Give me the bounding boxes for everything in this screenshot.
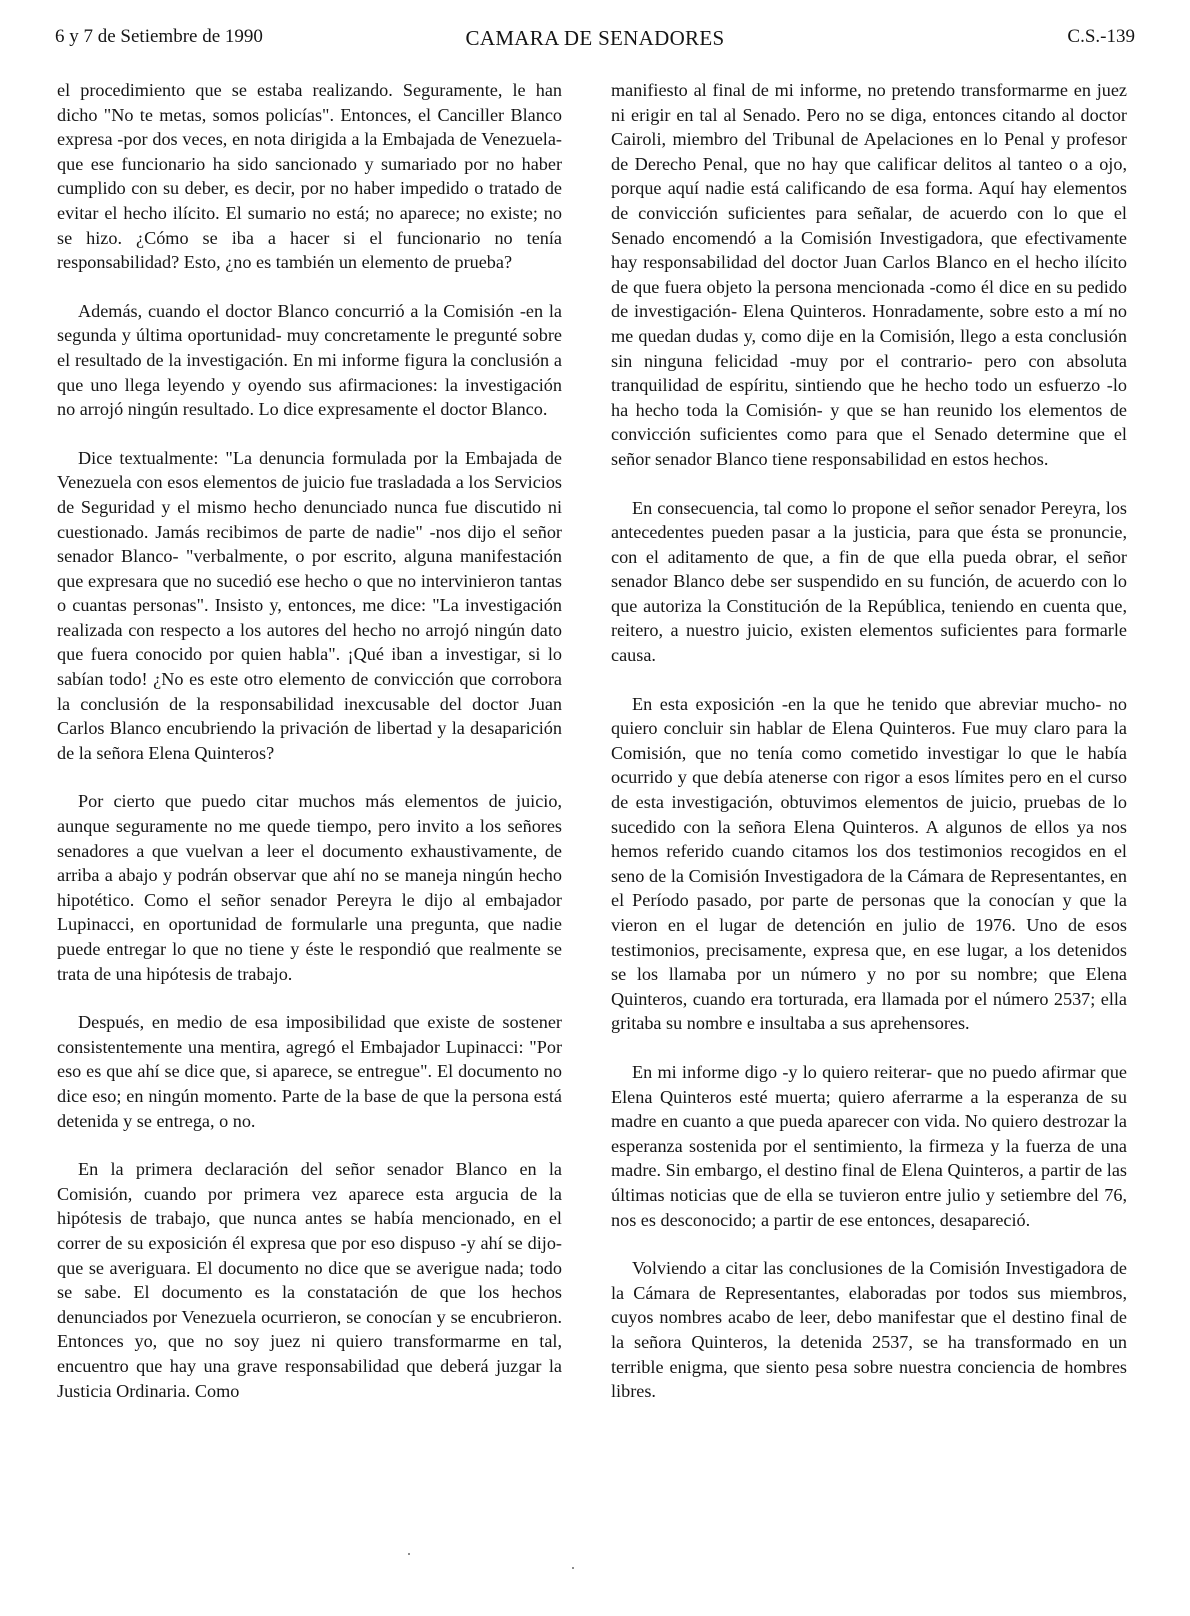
right-column xyxy=(611,78,1127,1404)
paragraph: Dice textualmente: "La denuncia formulada por la Embajada de Venezuela con esos elementos de juicio fue trasladada a los Servicios de Seguridad y el mismo hecho denunciado nunca fue discutido ni cuestionado. Jamás recibimos de parte de nadie" -nos dijo el señor senador Blanco- "verbalmente, o por escrito, alguna manifestación que expresara que no sucedió ese hecho o que no intervinieron tantas o cuantas personas". Insisto y, entonces, me dice: "La investigación realizada con respecto a los autores del hecho no arrojó ningún dato que fuera conocido por quien habla". ¡Qué iban a investigar, si lo sabían todo! ¿No es este otro elemento de convicción que corrobora la conclusión de la responsabilidad inexcusable del doctor Juan Carlos Blanco encubriendo la privación de libertad y la desaparición de la señora Elena Quinteros? xyxy=(57,447,562,763)
paragraph: En esta exposición -en la que he tenido que abreviar mucho- no quiero concluir sin hablar de Elena Quinteros. Fue muy claro para la Comisión, que no tenía como cometido investigar lo que le había ocurrido y que debía atenerse con rigor a esos límites pero en el curso de esta investigación, obtuvimos elementos de juicio, pruebas de lo sucedido con la señora Elena Quinteros. A algunos de ellos ya nos hemos referido cuando citamos los dos testimonios recogidos en el seno de la Comisión Investigadora de la Cámara de Representantes, en el Período pasado, por parte de personas que la conocían y que la vieron en el lugar de detención en julio de 1976. Uno de esos testimonios, precisamente, expresa que, en ese lugar, a los detenidos se los llamaba por un número y no por su nombre; que Elena Quinteros, cuando era torturada, era llamada por el número 2537; ella gritaba su nombre e insultaba a sus aprehensores. xyxy=(611,693,1127,1034)
header-title: CAMARA DE SENADORES xyxy=(465,26,725,50)
paragraph: Volviendo a citar las conclusiones de la Comisión Investigadora de la Cámara de Representantes, elaboradas por todos sus miembros, cuyos nombres acabo de leer, debo manifestar que el destino final de la señora Quinteros, la detenida 2537, se ha transformado en un terrible enigma, que siento pesa sobre nuestra conciencia de hombres libres. xyxy=(611,1258,1127,1402)
paragraph: el procedimiento que se estaba realizando. Seguramente, le han dicho "No te metas, somos policías". Entonces, el Canciller Blanco expresa -por dos veces, en nota dirigida a la Embajada de Venezuela- que ese funcionario ha sido sancionado y sumariado por no haber cumplido con su deber, es decir, por no haber impedido o tratado de evitar el hecho ilícito. El sumario no está; no aparece; no existe; no se hizo. ¿Cómo se iba a hacer si el funcionario no tenía responsabilidad? Esto, ¿no es también un elemento de prueba? xyxy=(57,80,562,273)
paragraph: En consecuencia, tal como lo propone el señor senador Pereyra, los antecedentes pueden pasar a la justicia, para que ésta se pronuncie, con el aditamento de que, a fin de que ella pueda obrar, el señor senador Blanco debe ser suspendido en su función, de acuerdo con lo que autoriza la Constitución de la República, teniendo en cuenta que, reitero, a nuestro juicio, existen elementos suficientes para formarle causa. xyxy=(611,497,1127,666)
paragraph: Después, en medio de esa imposibilidad que existe de sostener consistentemente una mentira, agregó el Embajador Lupinacci: "Por eso es que ahí se dice que, si aparece, se entregue". El documento no dice eso; en ningún momento. Parte de la base de que la persona está detenida y se entrega, o no. xyxy=(57,1012,562,1131)
scan-speck xyxy=(572,1567,574,1569)
paragraph: manifiesto al final de mi informe, no pretendo transformarme en juez ni erigir en tal al Senado. Pero no se diga, entonces citando al doctor Cairoli, miembro del Tribunal de Apelaciones en lo Penal y profesor de Derecho Penal, que no hay que calificar delitos al tanteo o a ojo, porque aquí nadie está calificando de esa forma. Aquí hay elementos de convicción suficientes para señalar, de acuerdo con lo que el Senado encomendó a la Comisión Investigadora, que efectivamente hay responsabilidad del doctor Juan Carlos Blanco en el hecho ilícito de que fuera objeto la persona mencionada -como él dice en su pedido de investigación- Elena Quinteros. Honradamente, sobre esto a mí no me quedan dudas y, como dije en la Comisión, llego a esta conclusión sin ninguna felicidad -muy por el contrario- pero con absoluta tranquilidad de espíritu, sintiendo que he hecho todo un esfuerzo -lo ha hecho toda la Comisión- y que se han reunido los elementos de convicción suficientes como para que el Senado determine que el señor senador Blanco tiene responsabilidad en estos hechos. xyxy=(611,80,1127,469)
header-date: 6 y 7 de Setiembre de 1990 xyxy=(55,26,263,47)
left-column xyxy=(57,78,562,1403)
paragraph: Por cierto que puedo citar muchos más elementos de juicio, aunque seguramente no me quede tiempo, pero invito a los señores senadores a que vuelvan a leer el documento exhaustivamente, de arriba a abajo y podrán observar que ahí no se maneja ningún hecho hipotético. Como el señor senador Pereyra le dijo al embajador Lupinacci, en oportunidad de formularle una pregunta, que nadie puede entregar lo que no tiene y éste le respondió que realmente se trata de una hipótesis de trabajo. xyxy=(57,791,562,984)
scan-speck xyxy=(408,1553,410,1555)
paragraph: Además, cuando el doctor Blanco concurrió a la Comisión -en la segunda y última oportunidad- muy concretamente le pregunté sobre el resultado de la investigación. En mi informe figura la conclusión a que uno llega leyendo y oyendo sus afirmaciones: la investigación no arrojó ningún resultado. Lo dice expresamente el doctor Blanco. xyxy=(57,300,562,420)
page-header xyxy=(55,26,1135,54)
header-page-ref: C.S.-139 xyxy=(1067,26,1135,47)
paragraph: En la primera declaración del señor senador Blanco en la Comisión, cuando por primera vez aparece esta argucia de la hipótesis de trabajo, que nunca antes se había mencionado, en el correr de su exposición él expresa que por eso dispuso -y ahí se dijo- que se averiguara. El documento no dice que se averigue nada; todo se sabe. El documento es la constatación de que los hechos denunciados por Venezuela ocurrieron, se conocían y se encubrieron. Entonces yo, que no soy juez ni quiero transformarme en tal, encuentro que hay una grave responsabilidad que deberá juzgar la Justicia Ordinaria. Como xyxy=(57,1159,562,1401)
paragraph: En mi informe digo -y lo quiero reiterar- que no puedo afirmar que Elena Quinteros esté muerta; quiero aferrarme a la esperanza de su madre en cuanto a que pueda aparecer con vida. No quiero destrozar la esperanza sostenida por el sentimiento, la firmeza y la fuerza de una madre. Sin embargo, el destino final de Elena Quinteros, a partir de las últimas noticias que de ella se tuvieron entre julio y setiembre del 76, nos es desconocido; a partir de ese entonces, desapareció. xyxy=(611,1061,1127,1230)
